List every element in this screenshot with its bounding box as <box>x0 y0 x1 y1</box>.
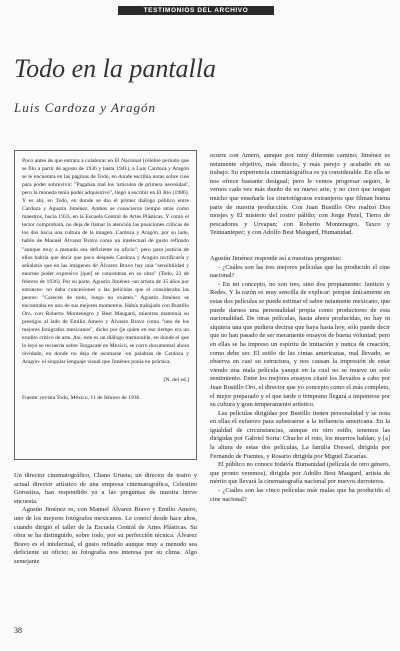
section-header: TESTIMONIOS DEL ARCHIVO <box>118 6 274 15</box>
paragraph: ocurre con Amero, aunque por muy diferente camino; Jiménez es netamente objetivo, más directo, y más parejo y acabado en su trabajo. Su experiencia cinematográfica es ya considerable. En ella se nos ofrece bastante desigual; pero le vemos progresar seguro, le vemos cada vez más dueño de su nuevo arte, y no creo que tengan mucho que enseñarle los cinetotógratos extranjeros que filman buena parte de nuestra producción. Con Juan Bustillo Oro realizó Dos mosjes y El misterio del rostro pálido; con Jorge Pezel, Tierra de pescadores y Urvapan; con Roberto Montenegro, Taxco y Teinuantepec; y con Adolfo Best Maugard, Humanidad. <box>210 152 390 237</box>
article-title: Todo en la pantalla <box>14 54 217 83</box>
editor-note-box <box>14 150 197 460</box>
source-citation: Fuente: revista Todo, México, 11 de febrero de 1936. <box>22 395 141 402</box>
paragraph: Un director cinematográfico, Chano Urueta; un director de teatro y actual director artístico de una empresa cinematográfica, Celestino Gorostiza, han respondido ya a las preguntas de nuestra breve encuesta. <box>14 472 197 505</box>
editor-note-text: Poco antes de que entrara a colaborar en El Nacional (célebre período que se filo a partir de agosto de 1936 y hasta 1941), a Luis Cardoza y Aragón se le encuentra en las páginas de Todo, en donde escribía notas sobre cine para poder sobrevivir: "Pagaban mal los 'artículos de primera necesidad', pero la moneda tenía poder adquisitivo", llegó a escribir en El Río (1986). Y es ahí, en Todo, en donde se dio el primer diálogo público entre Cardoza y Agustín Jiménez. Ambos se conocieron tiempo atrás como maestros, hacia 1933, en la Escuela Central de Artes Plásticas. Y como el lector comprobará, no deja de llamar la atención las posiciones críticas de los dos hacia una cultura de la imagen. Cardoza y Aragón, por su lado, hablo de Manuel Álvarez Bravo como un intelectual de gusto refinado "aunque muy a menudo sea deficiente su oficio"; pero para justicia de ellos habría que decir que poco después Cardoza y Aragón rectificaría y señalaría que en las imágenes de Álvarez Bravo hay una "sensibilidad y enorme poder expresivo [que] se concentran en su obra" (Todo, 23 de febrero de 1936). Por su parte, Agustín Jiménez -un artista de 35 años por entonces- no daba concesiones a las películas que el consideraba las peores: "Carecen de todo, luego no existen." Agustín Jiménez se encontraba en uno de sus mejores momentos. Había trabajado con Bustillo Oro, con Roberto Montenegro y Best Maugard, mientras mantenía su prestigio al lado de Emilio Amero y Álvarez Bravo como "uno de los mejores fotógrafos mexicanos", dicho por (je quien en ese tiempo era un erudito crítico de arte. Así, este es un diálogo memorable, en donde el que lo leyó se recuerda sobre Tezgacate en Mexico, se corro documental ahora olvidado, en donde no deja de asomarse -en palabras de Cardoza y Aragón- el singular lenguaje visual que Jiménez ponía en práctica. <box>22 158 189 366</box>
interview-intro: Agustín Jiménez responde así a nuestras preguntas: <box>210 255 342 262</box>
right-column-interview <box>210 255 390 504</box>
article-authors: Luis Cardoza y Aragón <box>14 100 156 115</box>
paragraph: Las películas dirigidas por Bustillo tienen personalidad y se nota en ellas el esfuerzo para substraerse a la influencia americana. En la igualdad de circunstancias, aunque en otro estilo, tenemos las dirigidas por Gabriel Soria: Chucho el roto, los muertos hablan; y [a] la altura de estas dos películas, La familia Dressel, dirigida por Fernando de Fuentes, y Rosario dirigida por Miguel Zacarías. <box>210 409 390 460</box>
editor-signature: [N. del ed.] <box>163 377 189 384</box>
right-column-top-text <box>210 152 390 238</box>
paragraph: El público no conoce todavía Humanidad (película de otro género, que pronto veremos), dirigida por Adolfo Best Maugard, artista de mérito que llevará la cinematografía nacional por nuevos derroteros. <box>210 461 390 486</box>
question: - ¿Cuáles son las tres mejores películas que ha producido el cine nacional? <box>210 263 390 280</box>
left-column-text <box>14 472 197 567</box>
paragraph: Agustín Jiménez es, con Manuel Álvarez Bravo y Emilio Amero, uno de los mejores fotógrafos mexicanos. Le conocí desde hace años, cuando dirigió el taller de la Escuela Central de Artes Plásticas. Su obra se ha distinguido, sobre todo, por su perfección técnica. Álvarez Bravo es el intelectual, el gusto refinado aunque muy a menudo sea deficiente su oficio; su fotografía nos interesa por su clima. Algo semejante <box>14 506 197 565</box>
page-number: 38 <box>14 626 22 635</box>
question: - ¿Cuáles son las cinco películas más malas que ha producido el cine nacional? <box>210 487 390 503</box>
answer: - En mi concepto, no son tres, sino dos propiamente: Janitzio y Redes. Y la razón es muy sencilla de explicar: porque únicamente en estas dos películas se puede estimar el sabor netamente mexicano, que puede darnos una personalidad propia como productores de esta nacionalidad. De otras películas, hasta ahora producidas, no hay ni siquiera una que pudiera decirse que haya hasta hoy, sólo puede decir que no han pasado de ser meramente ensayos de buena voluntad; pero en ellas se ha impreso un espíritu de imitación y nunca de creación, como debe ser. El estilo de las cintas americanas, mal llevado, se observa en casi su estructura, y nos causan la impresión de estar viendo una mala película yanqui en la cual no se mueve un solo sentimiento. Entre los mejores ensayos citaré los llevados a cabo por Juan Bustillo Oro, el director que yo concepto como el más completo, el mejor preparado y el que tarde o temprano llegará a imponerse por su cultura y gran temperamento artístico. <box>210 280 390 409</box>
